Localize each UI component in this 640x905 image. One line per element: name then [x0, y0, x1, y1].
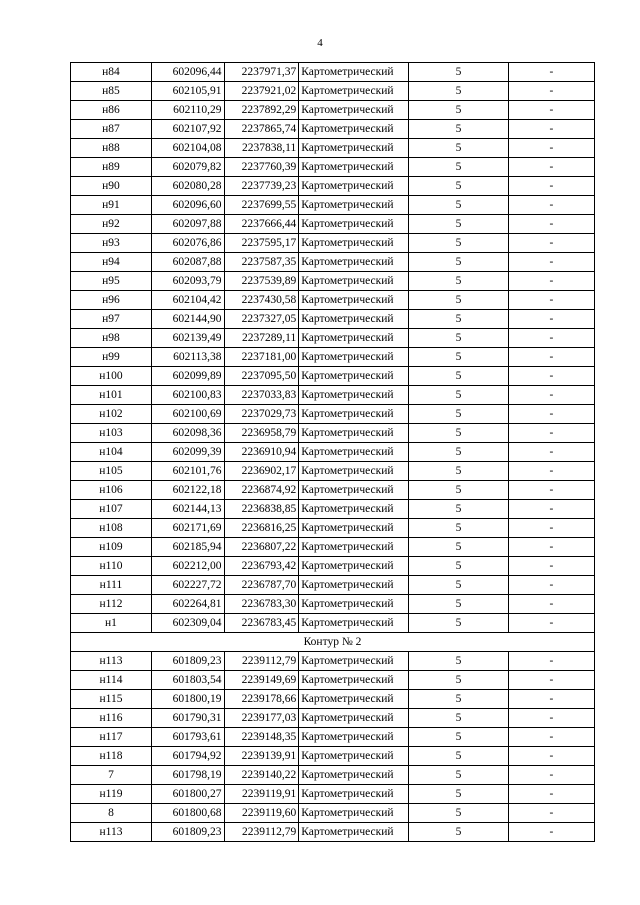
section-row [71, 633, 595, 652]
accuracy-cell: 5 [409, 538, 509, 557]
coord-x-cell: 601809,23 [151, 652, 224, 671]
method-cell: Картометрический [299, 614, 409, 633]
method-cell: Картометрический [299, 63, 409, 82]
coord-x-cell: 602110,29 [151, 101, 224, 120]
method-cell: Картометрический [299, 557, 409, 576]
accuracy-cell: 5 [409, 367, 509, 386]
method-cell: Картометрический [299, 481, 409, 500]
point-id-cell: н1 [71, 614, 152, 633]
method-cell: Картометрический [299, 310, 409, 329]
coord-x-cell: 602097,88 [151, 215, 224, 234]
coord-y-cell: 2236816,25 [224, 519, 299, 538]
method-cell: Картометрический [299, 253, 409, 272]
accuracy-cell: 5 [409, 557, 509, 576]
table-row [71, 747, 595, 766]
point-id-cell: н92 [71, 215, 152, 234]
accuracy-cell: 5 [409, 234, 509, 253]
coord-x-cell: 602107,92 [151, 120, 224, 139]
coord-y-cell: 2239112,79 [224, 652, 299, 671]
coord-x-cell: 601809,23 [151, 823, 224, 842]
note-cell: - [508, 367, 594, 386]
accuracy-cell: 5 [409, 386, 509, 405]
method-cell: Картометрический [299, 234, 409, 253]
point-id-cell: 8 [71, 804, 152, 823]
method-cell: Картометрический [299, 766, 409, 785]
note-cell: - [508, 405, 594, 424]
coord-x-cell: 602099,39 [151, 443, 224, 462]
table-row [71, 462, 595, 481]
coord-y-cell: 2237666,44 [224, 215, 299, 234]
coord-x-cell: 601803,54 [151, 671, 224, 690]
note-cell: - [508, 101, 594, 120]
accuracy-cell: 5 [409, 823, 509, 842]
coord-y-cell: 2236874,92 [224, 481, 299, 500]
method-cell: Картометрический [299, 424, 409, 443]
table-row [71, 595, 595, 614]
coord-x-cell: 602113,38 [151, 348, 224, 367]
point-id-cell: н86 [71, 101, 152, 120]
table-row [71, 443, 595, 462]
coord-x-cell: 602096,44 [151, 63, 224, 82]
method-cell: Картометрический [299, 538, 409, 557]
method-cell: Картометрический [299, 690, 409, 709]
accuracy-cell: 5 [409, 424, 509, 443]
point-id-cell: н109 [71, 538, 152, 557]
accuracy-cell: 5 [409, 690, 509, 709]
accuracy-cell: 5 [409, 462, 509, 481]
accuracy-cell: 5 [409, 405, 509, 424]
coord-x-cell: 602076,86 [151, 234, 224, 253]
accuracy-cell: 5 [409, 519, 509, 538]
table-row [71, 557, 595, 576]
accuracy-cell: 5 [409, 671, 509, 690]
method-cell: Картометрический [299, 804, 409, 823]
table-row [71, 500, 595, 519]
coord-x-cell: 602093,79 [151, 272, 224, 291]
point-id-cell: н105 [71, 462, 152, 481]
coord-y-cell: 2239149,69 [224, 671, 299, 690]
note-cell: - [508, 386, 594, 405]
coord-x-cell: 602309,04 [151, 614, 224, 633]
note-cell: - [508, 690, 594, 709]
point-id-cell: 7 [71, 766, 152, 785]
coord-x-cell: 602096,60 [151, 196, 224, 215]
note-cell: - [508, 728, 594, 747]
note-cell: - [508, 747, 594, 766]
point-id-cell: н115 [71, 690, 152, 709]
note-cell: - [508, 766, 594, 785]
point-id-cell: н111 [71, 576, 152, 595]
method-cell: Картометрический [299, 595, 409, 614]
note-cell: - [508, 329, 594, 348]
note-cell: - [508, 177, 594, 196]
accuracy-cell: 5 [409, 291, 509, 310]
coord-y-cell: 2237921,02 [224, 82, 299, 101]
accuracy-cell: 5 [409, 443, 509, 462]
table-row [71, 367, 595, 386]
contour-2-rows [71, 652, 595, 842]
coord-y-cell: 2237838,11 [224, 139, 299, 158]
table-row [71, 576, 595, 595]
point-id-cell: н113 [71, 823, 152, 842]
note-cell: - [508, 519, 594, 538]
coord-y-cell: 2236793,42 [224, 557, 299, 576]
point-id-cell: н117 [71, 728, 152, 747]
coord-y-cell: 2237587,35 [224, 253, 299, 272]
note-cell: - [508, 63, 594, 82]
coord-x-cell: 602087,88 [151, 253, 224, 272]
coord-x-cell: 602105,91 [151, 82, 224, 101]
coord-x-cell: 601798,19 [151, 766, 224, 785]
point-id-cell: н116 [71, 709, 152, 728]
page-number: 4 [317, 37, 323, 49]
coord-y-cell: 2239112,79 [224, 823, 299, 842]
accuracy-cell: 5 [409, 101, 509, 120]
coord-x-cell: 602144,13 [151, 500, 224, 519]
method-cell: Картометрический [299, 823, 409, 842]
coord-y-cell: 2239119,60 [224, 804, 299, 823]
accuracy-cell: 5 [409, 652, 509, 671]
note-cell: - [508, 234, 594, 253]
note-cell: - [508, 652, 594, 671]
note-cell: - [508, 823, 594, 842]
coord-y-cell: 2237095,50 [224, 367, 299, 386]
table-row [71, 101, 595, 120]
coord-x-cell: 601800,19 [151, 690, 224, 709]
method-cell: Картометрический [299, 785, 409, 804]
coord-y-cell: 2237029,73 [224, 405, 299, 424]
point-id-cell: н97 [71, 310, 152, 329]
method-cell: Картометрический [299, 747, 409, 766]
table-row [71, 405, 595, 424]
table-row [71, 177, 595, 196]
coord-x-cell: 601793,61 [151, 728, 224, 747]
note-cell: - [508, 804, 594, 823]
coord-y-cell: 2236787,70 [224, 576, 299, 595]
accuracy-cell: 5 [409, 614, 509, 633]
table-row [71, 158, 595, 177]
coord-y-cell: 2236783,30 [224, 595, 299, 614]
table-row [71, 215, 595, 234]
coord-x-cell: 602104,42 [151, 291, 224, 310]
note-cell: - [508, 272, 594, 291]
coord-y-cell: 2237739,23 [224, 177, 299, 196]
note-cell: - [508, 462, 594, 481]
note-cell: - [508, 576, 594, 595]
note-cell: - [508, 196, 594, 215]
point-id-cell: н103 [71, 424, 152, 443]
method-cell: Картометрический [299, 139, 409, 158]
accuracy-cell: 5 [409, 329, 509, 348]
accuracy-cell: 5 [409, 120, 509, 139]
table-row [71, 671, 595, 690]
table-row [71, 804, 595, 823]
coord-y-cell: 2237539,89 [224, 272, 299, 291]
accuracy-cell: 5 [409, 728, 509, 747]
method-cell: Картометрический [299, 386, 409, 405]
coord-x-cell: 602144,90 [151, 310, 224, 329]
table-row [71, 538, 595, 557]
method-cell: Картометрический [299, 177, 409, 196]
coord-x-cell: 601794,92 [151, 747, 224, 766]
coord-x-cell: 602171,69 [151, 519, 224, 538]
coord-x-cell: 602079,82 [151, 158, 224, 177]
point-id-cell: н96 [71, 291, 152, 310]
accuracy-cell: 5 [409, 481, 509, 500]
note-cell: - [508, 253, 594, 272]
method-cell: Картометрический [299, 196, 409, 215]
method-cell: Картометрический [299, 709, 409, 728]
point-id-cell: н119 [71, 785, 152, 804]
coord-y-cell: 2236807,22 [224, 538, 299, 557]
method-cell: Картометрический [299, 500, 409, 519]
note-cell: - [508, 82, 594, 101]
table-row [71, 766, 595, 785]
accuracy-cell: 5 [409, 177, 509, 196]
note-cell: - [508, 671, 594, 690]
note-cell: - [508, 557, 594, 576]
coord-y-cell: 2236838,85 [224, 500, 299, 519]
coord-y-cell: 2239177,03 [224, 709, 299, 728]
point-id-cell: н87 [71, 120, 152, 139]
table-row [71, 272, 595, 291]
table-row [71, 253, 595, 272]
table-row [71, 690, 595, 709]
coord-y-cell: 2237971,37 [224, 63, 299, 82]
method-cell: Картометрический [299, 519, 409, 538]
note-cell: - [508, 538, 594, 557]
accuracy-cell: 5 [409, 348, 509, 367]
coord-y-cell: 2236783,45 [224, 614, 299, 633]
point-id-cell: н107 [71, 500, 152, 519]
coord-y-cell: 2237181,00 [224, 348, 299, 367]
coord-x-cell: 602100,69 [151, 405, 224, 424]
note-cell: - [508, 215, 594, 234]
accuracy-cell: 5 [409, 766, 509, 785]
coord-x-cell: 601800,68 [151, 804, 224, 823]
method-cell: Картометрический [299, 671, 409, 690]
point-id-cell: н114 [71, 671, 152, 690]
accuracy-cell: 5 [409, 785, 509, 804]
table-row [71, 519, 595, 538]
method-cell: Картометрический [299, 120, 409, 139]
accuracy-cell: 5 [409, 82, 509, 101]
table-row [71, 82, 595, 101]
coord-y-cell: 2239119,91 [224, 785, 299, 804]
method-cell: Картометрический [299, 215, 409, 234]
coord-y-cell: 2236902,17 [224, 462, 299, 481]
point-id-cell: н90 [71, 177, 152, 196]
method-cell: Картометрический [299, 576, 409, 595]
coord-x-cell: 602098,36 [151, 424, 224, 443]
method-cell: Картометрический [299, 367, 409, 386]
point-id-cell: н100 [71, 367, 152, 386]
contour-1-rows [71, 63, 595, 633]
point-id-cell: н95 [71, 272, 152, 291]
coord-x-cell: 602080,28 [151, 177, 224, 196]
point-id-cell: н106 [71, 481, 152, 500]
coord-y-cell: 2237760,39 [224, 158, 299, 177]
point-id-cell: н118 [71, 747, 152, 766]
method-cell: Картометрический [299, 405, 409, 424]
coord-y-cell: 2237289,11 [224, 329, 299, 348]
accuracy-cell: 5 [409, 253, 509, 272]
accuracy-cell: 5 [409, 158, 509, 177]
table-row [71, 120, 595, 139]
accuracy-cell: 5 [409, 215, 509, 234]
note-cell: - [508, 500, 594, 519]
note-cell: - [508, 139, 594, 158]
point-id-cell: н94 [71, 253, 152, 272]
coord-x-cell: 602227,72 [151, 576, 224, 595]
table-row [71, 348, 595, 367]
method-cell: Картометрический [299, 728, 409, 747]
coord-y-cell: 2239140,22 [224, 766, 299, 785]
coord-x-cell: 602104,08 [151, 139, 224, 158]
coord-x-cell: 602185,94 [151, 538, 224, 557]
point-id-cell: н104 [71, 443, 152, 462]
method-cell: Картометрический [299, 101, 409, 120]
coord-y-cell: 2239178,66 [224, 690, 299, 709]
method-cell: Картометрический [299, 158, 409, 177]
method-cell: Картометрический [299, 652, 409, 671]
point-id-cell: н88 [71, 139, 152, 158]
accuracy-cell: 5 [409, 310, 509, 329]
accuracy-cell: 5 [409, 576, 509, 595]
note-cell: - [508, 158, 594, 177]
coord-y-cell: 2237699,55 [224, 196, 299, 215]
note-cell: - [508, 443, 594, 462]
point-id-cell: н89 [71, 158, 152, 177]
table-row [71, 614, 595, 633]
note-cell: - [508, 120, 594, 139]
point-id-cell: н91 [71, 196, 152, 215]
note-cell: - [508, 709, 594, 728]
method-cell: Картометрический [299, 443, 409, 462]
note-cell: - [508, 348, 594, 367]
table-row [71, 386, 595, 405]
note-cell: - [508, 614, 594, 633]
table-row [71, 481, 595, 500]
coord-x-cell: 602101,76 [151, 462, 224, 481]
coord-y-cell: 2237033,83 [224, 386, 299, 405]
contour-2-title: Контур № 2 [71, 633, 595, 652]
point-id-cell: н112 [71, 595, 152, 614]
table-row [71, 709, 595, 728]
accuracy-cell: 5 [409, 747, 509, 766]
table-row [71, 728, 595, 747]
note-cell: - [508, 291, 594, 310]
coord-y-cell: 2236910,94 [224, 443, 299, 462]
note-cell: - [508, 424, 594, 443]
accuracy-cell: 5 [409, 500, 509, 519]
contour-2-header [71, 633, 595, 652]
table-row [71, 63, 595, 82]
table-row [71, 310, 595, 329]
method-cell: Картометрический [299, 462, 409, 481]
coord-y-cell: 2237595,17 [224, 234, 299, 253]
point-id-cell: н99 [71, 348, 152, 367]
point-id-cell: н108 [71, 519, 152, 538]
point-id-cell: н98 [71, 329, 152, 348]
coord-y-cell: 2237327,05 [224, 310, 299, 329]
point-id-cell: н110 [71, 557, 152, 576]
coord-y-cell: 2237865,74 [224, 120, 299, 139]
accuracy-cell: 5 [409, 804, 509, 823]
coord-y-cell: 2239139,91 [224, 747, 299, 766]
coord-x-cell: 601800,27 [151, 785, 224, 804]
coord-y-cell: 2237892,29 [224, 101, 299, 120]
table-row [71, 196, 595, 215]
table-row [71, 823, 595, 842]
method-cell: Картометрический [299, 348, 409, 367]
accuracy-cell: 5 [409, 63, 509, 82]
method-cell: Картометрический [299, 272, 409, 291]
coordinates-table [70, 62, 595, 842]
point-id-cell: н93 [71, 234, 152, 253]
point-id-cell: н85 [71, 82, 152, 101]
coord-y-cell: 2236958,79 [224, 424, 299, 443]
accuracy-cell: 5 [409, 272, 509, 291]
note-cell: - [508, 481, 594, 500]
note-cell: - [508, 595, 594, 614]
table-row [71, 291, 595, 310]
accuracy-cell: 5 [409, 196, 509, 215]
coord-y-cell: 2237430,58 [224, 291, 299, 310]
accuracy-cell: 5 [409, 595, 509, 614]
coord-y-cell: 2239148,35 [224, 728, 299, 747]
point-id-cell: н113 [71, 652, 152, 671]
accuracy-cell: 5 [409, 709, 509, 728]
coord-x-cell: 602264,81 [151, 595, 224, 614]
point-id-cell: н84 [71, 63, 152, 82]
method-cell: Картометрический [299, 82, 409, 101]
table-row [71, 785, 595, 804]
coord-x-cell: 602122,18 [151, 481, 224, 500]
table-row [71, 424, 595, 443]
table-row [71, 139, 595, 158]
coord-x-cell: 602139,49 [151, 329, 224, 348]
coord-x-cell: 602212,00 [151, 557, 224, 576]
coord-x-cell: 602099,89 [151, 367, 224, 386]
table-row [71, 329, 595, 348]
table-row [71, 234, 595, 253]
coord-x-cell: 601790,31 [151, 709, 224, 728]
accuracy-cell: 5 [409, 139, 509, 158]
method-cell: Картометрический [299, 329, 409, 348]
coord-x-cell: 602100,83 [151, 386, 224, 405]
point-id-cell: н101 [71, 386, 152, 405]
note-cell: - [508, 310, 594, 329]
note-cell: - [508, 785, 594, 804]
method-cell: Картометрический [299, 291, 409, 310]
point-id-cell: н102 [71, 405, 152, 424]
table-row [71, 652, 595, 671]
